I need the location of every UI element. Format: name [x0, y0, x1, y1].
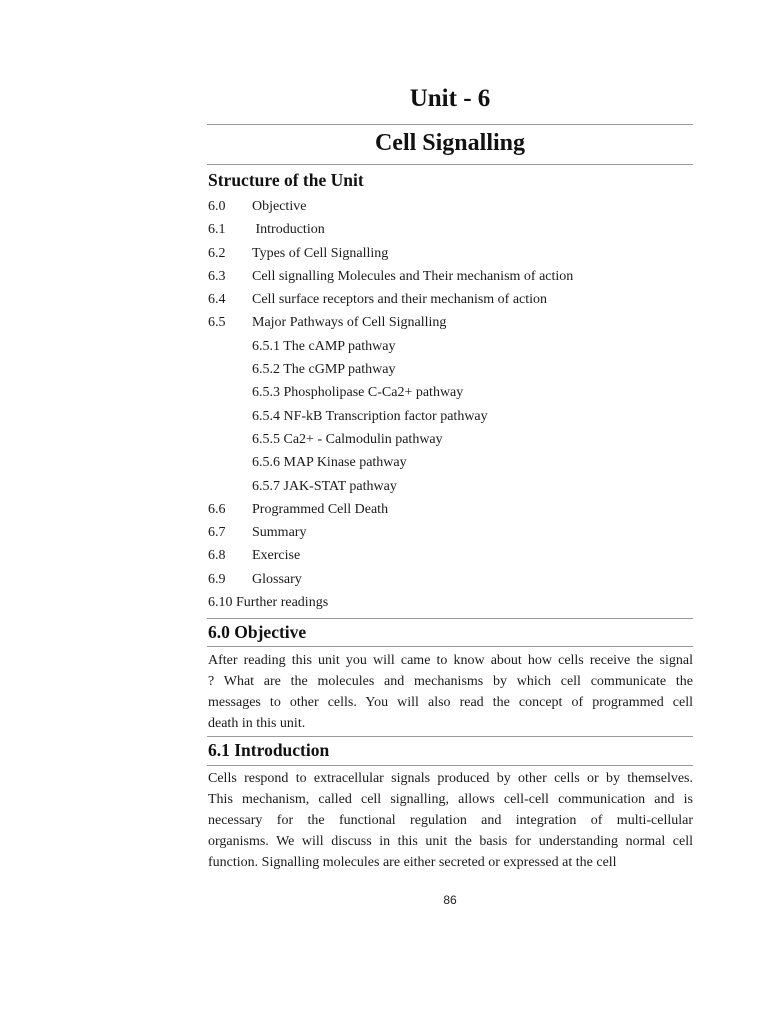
toc-item-number: 6.2: [208, 245, 226, 261]
structure-heading: Structure of the Unit: [208, 170, 364, 190]
objective-divider-bottom: [207, 646, 693, 647]
toc-item-text: Cell surface receptors and their mechanism of action: [252, 292, 548, 308]
introduction-heading: 6.1 Introduction: [208, 740, 330, 760]
toc-item-text: 6.5.3 Phospholipase C-Ca2+ pathway: [252, 385, 464, 401]
toc-item-text: 6.5.6 MAP Kinase pathway: [252, 455, 407, 471]
toc-item-text: Summary: [252, 525, 307, 541]
toc-item-text: 6.5.5 Ca2+ - Calmodulin pathway: [252, 431, 443, 447]
toc-item-text: Glossary: [252, 571, 302, 587]
toc-item-text: 6.5.4 NF-kB Transcription factor pathway: [252, 408, 488, 424]
toc-item-text: Cell signalling Molecules and Their mechanism of action: [252, 268, 574, 284]
objective-paragraph: [208, 650, 693, 734]
title-divider-top: [207, 124, 693, 125]
toc-item-number: 6.5: [208, 315, 226, 331]
toc-item: [208, 335, 694, 358]
paragraph-line: organisms. We will discuss in this unit the basis for understanding normal cell: [208, 834, 693, 849]
toc-item: [208, 475, 694, 498]
toc-item-text: Exercise: [252, 548, 301, 564]
objective-heading: 6.0 Objective: [208, 622, 307, 642]
paragraph-line: After reading this unit you will came to know about how cells receive the signal: [208, 653, 693, 668]
toc-item: [208, 381, 694, 404]
table-of-contents: [208, 195, 694, 614]
toc-item-number: 6.8: [208, 548, 226, 564]
toc-item: [208, 591, 694, 614]
toc-item: [208, 242, 694, 265]
toc-item: [208, 405, 694, 428]
paragraph-line: Cells respond to extracellular signals produced by other cells or by themselves.: [208, 771, 693, 786]
paragraph-line: ? What are the molecules and mechanisms by which cell communicate the: [208, 674, 693, 689]
unit-title: Unit - 6: [409, 85, 491, 112]
toc-item: [208, 451, 694, 474]
paragraph-line: necessary for the functional regulation and integration of multi-cellular: [208, 813, 693, 828]
toc-item: [208, 265, 694, 288]
toc-item: [208, 498, 694, 521]
intro-divider-top: [207, 736, 693, 737]
paragraph-line: death in this unit.: [208, 716, 306, 731]
toc-item-number: 6.4: [208, 292, 226, 308]
toc-item-text: Objective: [252, 199, 307, 214]
paragraph-line: messages to other cells. You will also read the concept of programmed cell: [208, 695, 693, 710]
toc-item: [208, 358, 694, 381]
toc-item-number: 6.1: [208, 222, 226, 238]
title-divider-bottom: [207, 164, 693, 165]
toc-item-text: 6.5.7 JAK-STAT pathway: [252, 478, 397, 494]
toc-item-number: 6.6: [208, 501, 226, 517]
toc-item: [208, 521, 694, 544]
chapter-title: Cell Signalling: [374, 130, 526, 156]
toc-item-text: Major Pathways of Cell Signalling: [252, 315, 447, 331]
objective-divider-top: [207, 618, 693, 619]
introduction-paragraph: [208, 768, 693, 873]
toc-item-text: 6.5.1 The cAMP pathway: [252, 338, 396, 354]
intro-divider-bottom: [207, 765, 693, 766]
paragraph-line: This mechanism, called cell signalling, allows cell-cell communication and is: [208, 792, 693, 807]
toc-item-number: 6.0: [208, 199, 226, 214]
toc-item-number: 6.9: [208, 571, 226, 587]
toc-item-text: 6.10 Further readings: [208, 595, 329, 611]
toc-item: [208, 311, 694, 334]
paragraph-line: function. Signalling molecules are either secreted or expressed at the cell: [208, 855, 617, 870]
toc-item: [208, 195, 694, 218]
toc-item: [208, 544, 694, 567]
toc-item-number: 6.3: [208, 268, 226, 284]
toc-item-text: 6.5.2 The cGMP pathway: [252, 362, 396, 378]
toc-item: [208, 568, 694, 591]
toc-item-text: Types of Cell Signalling: [252, 245, 389, 261]
toc-item-text: Programmed Cell Death: [252, 501, 389, 517]
toc-item: [208, 428, 694, 451]
page-number: 86: [443, 893, 457, 907]
toc-item-text: Introduction: [252, 222, 325, 238]
toc-item: [208, 218, 694, 241]
toc-item: [208, 288, 694, 311]
toc-item-number: 6.7: [208, 525, 226, 541]
